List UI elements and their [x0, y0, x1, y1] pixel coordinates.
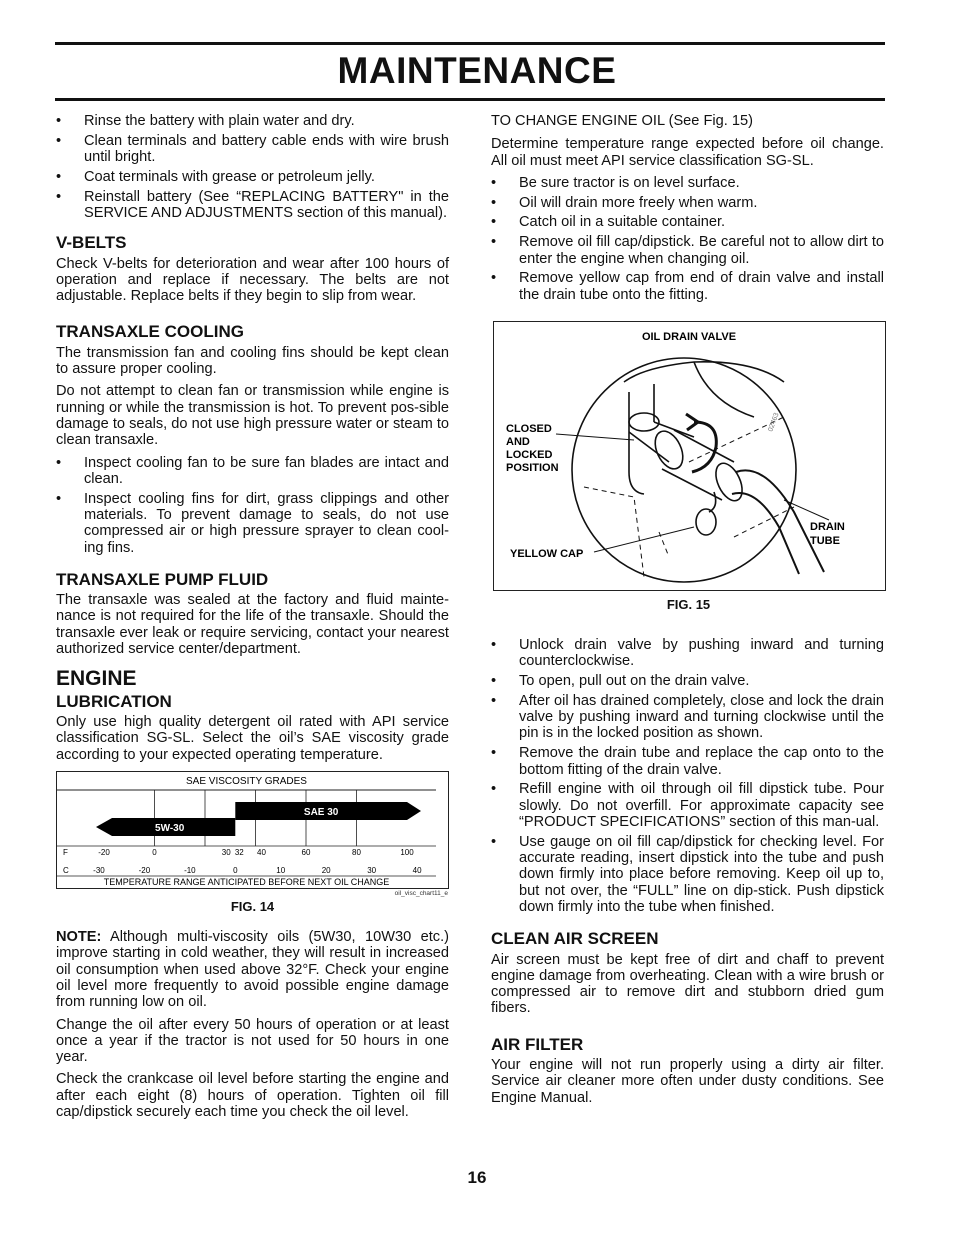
battery-bullet-list [56, 113, 449, 221]
label-locked: LOCKED [506, 449, 553, 461]
change-oil-text: Change the oil after every 50 hours of operation or at least once a year if the tractor is not used for 50 hours in one year. [56, 1016, 449, 1066]
clean-air-screen-text: Air screen must be kept free of dirt and chaff to prevent engine damage from overheating. Clean with a wire brush or compressed air to remove dirt and stubborn dried gum fibers. [491, 951, 884, 1017]
label-figure-code: 02463 [767, 411, 781, 433]
chart-bar-label: SAE 30 [303, 806, 339, 818]
list-item: • Clean terminals and battery cable ends with wire brush until bright. [56, 133, 449, 166]
right-column-lower [491, 637, 884, 1112]
air-filter-text: Your engine will not run properly using a dirty air filter. Service air cleaner more often under dusty conditions. See Engine Manual. [491, 1057, 884, 1106]
chart-f-label: F [63, 847, 68, 857]
list-item: • To open, pull out on the drain valve. [491, 673, 884, 689]
chart-c-tick: 10 [276, 865, 286, 875]
chart-c-tick: -30 [93, 865, 105, 875]
chart-c-label: C [63, 865, 69, 875]
label-drain: DRAIN [810, 521, 845, 533]
list-item: • Inspect cooling fan to be sure fan blades are intact and clean. [56, 455, 449, 488]
viscosity-chart [56, 771, 449, 897]
transaxle-pump-text: The transaxle was sealed at the factory and fluid mainte-nance is not required for the life of the transaxle. Should the transaxle ever leak or require servicing, contact your nearest authorized service center/department. [56, 592, 449, 658]
lubrication-heading: LUBRICATION [56, 691, 172, 711]
list-item: • Remove yellow cap from end of drain valve and install the drain tube onto the fitting. [491, 270, 884, 303]
clean-air-screen-heading: CLEAN AIR SCREEN [491, 929, 659, 949]
transaxle-cooling-p2: Do not attempt to clean fan or transmission while engine is running or while the transmission is hot. To prevent pos-sible damage to seals, do not use high pressure water or steam to clean transaxle. [56, 383, 449, 449]
chart-c-tick: 40 [412, 865, 422, 875]
list-item: • Oil will drain more freely when warm. [491, 195, 884, 211]
transaxle-cooling-p1: The transmission fan and cooling fins should be kept clean to assure proper cooling. [56, 344, 449, 378]
change-oil-heading: TO CHANGE ENGINE OIL (See Fig. 15) [491, 113, 753, 129]
check-crankcase-text: Check the crankcase oil level before starting the engine and after each eight (8) hours of operation. Tighten oil fill cap/dipstick securely each time you check the oil level. [56, 1071, 449, 1121]
change-oil-intro: Determine temperature range expected before oil change. All oil must meet API service classification SG-SL. [491, 136, 884, 169]
label-oil-drain-valve: OIL DRAIN VALVE [641, 331, 737, 343]
chart-c-tick: 20 [321, 865, 331, 875]
oil-drain-valve-illustration [494, 322, 885, 590]
chart-f-tick: 40 [257, 847, 266, 857]
chart-f-tick: 100 [400, 847, 414, 857]
vbelts-heading: V-BELTS [56, 233, 127, 253]
detail-circle [572, 358, 796, 582]
label-tube: TUBE [810, 535, 840, 547]
vbelts-text: Check V-belts for deterioration and wear after 100 hours of operation and replace if necessary. The belts are not adjustable. Replace belts if they begin to slip from wear. [56, 255, 449, 305]
list-item: • Remove oil fill cap/dipstick. Be careful not to allow dirt to enter the engine when changing oil. [491, 234, 884, 267]
engine-heading: ENGINE [56, 667, 137, 691]
list-item: • After oil has drained completely, close and lock the drain valve by pushing inward and turning clockwise until the pin is in the locked position as shown. [491, 693, 884, 742]
air-filter-heading: AIR FILTER [491, 1034, 584, 1054]
chart-f-tick: 32 [234, 847, 244, 857]
list-item: • Be sure tractor is on level surface. [491, 175, 884, 191]
note-label: NOTE: [56, 929, 102, 946]
viscosity-chart-svg [57, 772, 436, 888]
chart-c-tick: 0 [233, 865, 238, 875]
label-position: POSITION [506, 462, 559, 474]
page-number: 16 [467, 1168, 487, 1187]
page-title: MAINTENANCE [337, 50, 617, 91]
chart-f-tick: 0 [152, 847, 157, 857]
fig14-caption: FIG. 14 [230, 898, 275, 914]
left-column [56, 110, 449, 1126]
list-item: • Inspect cooling fins for dirt, grass clippings and other materials. To prevent damage to seals, do not use compressed air or high pressure sprayer to clean cool-ing fins. [56, 491, 449, 556]
note-paragraph [56, 929, 449, 1010]
chart-f-tick: 80 [352, 847, 361, 857]
top-rule [55, 42, 885, 45]
list-item: • Coat terminals with grease or petroleum jelly. [56, 169, 449, 185]
note-text: Although multi-viscosity oils (5W30, 10W30 etc.) improve starting in cold weather, they will result in increased oil consumption when used above 32°F. Check your engine oil level more frequently to avoid possible engine damage from running low on oil. [56, 929, 449, 1011]
chart-f-tick: 30 [221, 847, 231, 857]
label-closed: CLOSED [506, 423, 552, 435]
chart-title: SAE VISCOSITY GRADES [186, 775, 307, 787]
transaxle-cooling-bullets [56, 455, 449, 556]
lubrication-text: Only use high quality detergent oil rated with API service classification SG-SL. Select the oil’s SAE viscosity grade according to your expected operating temperature. [56, 713, 449, 763]
change-oil-bullets [491, 175, 884, 303]
label-yellow-cap: YELLOW CAP [510, 548, 584, 560]
title-underline [55, 98, 885, 101]
chart-f-tick: 60 [301, 847, 311, 857]
list-item: • Catch oil in a suitable container. [491, 214, 884, 230]
right-column [491, 110, 884, 311]
transaxle-pump-heading: TRANSAXLE PUMP FLUID [56, 569, 269, 589]
label-and: AND [506, 436, 530, 448]
drain-steps-bullets [491, 637, 884, 915]
list-item: • Rinse the battery with plain water and dry. [56, 113, 449, 129]
chart-c-tick: 30 [367, 865, 377, 875]
list-item: • Reinstall battery (See “REPLACING BATTERY" in the SERVICE AND ADJUSTMENTS section of this manual). [56, 189, 449, 222]
chart-xlabel: TEMPERATURE RANGE ANTICIPATED BEFORE NEXT OIL CHANGE [103, 876, 390, 887]
fig15-caption: FIG. 15 [666, 597, 711, 612]
chart-file-label: oil_visc_chart11_e [394, 889, 448, 897]
oil-drain-valve-figure [493, 321, 886, 591]
chart-f-tick: -20 [98, 847, 110, 857]
chart-c-tick: -10 [184, 865, 196, 875]
list-item: • Remove the drain tube and replace the cap onto to the bottom fitting of the drain valve. [491, 745, 884, 778]
list-item: • Unlock drain valve by pushing inward and turning counterclockwise. [491, 637, 884, 670]
chart-bar-label: 5W-30 [155, 822, 185, 834]
list-item: • Use gauge on oil fill cap/dipstick for checking level. For accurate reading, insert dipstick into the tube and push down firmly into place before removing. Keep oil up to, but not over, the “FULL” line on dip-stick. Push dipstick down firmly into the tube when finished. [491, 834, 884, 915]
list-item: • Refill engine with oil through oil fill dipstick tube. Pour slowly. Do not overfill. For approximate capacity see “PRODUCT SPECIFICATIONS” section of this man-ual. [491, 781, 884, 830]
chart-c-tick: -20 [138, 865, 151, 875]
transaxle-cooling-heading: TRANSAXLE COOLING [56, 322, 244, 342]
